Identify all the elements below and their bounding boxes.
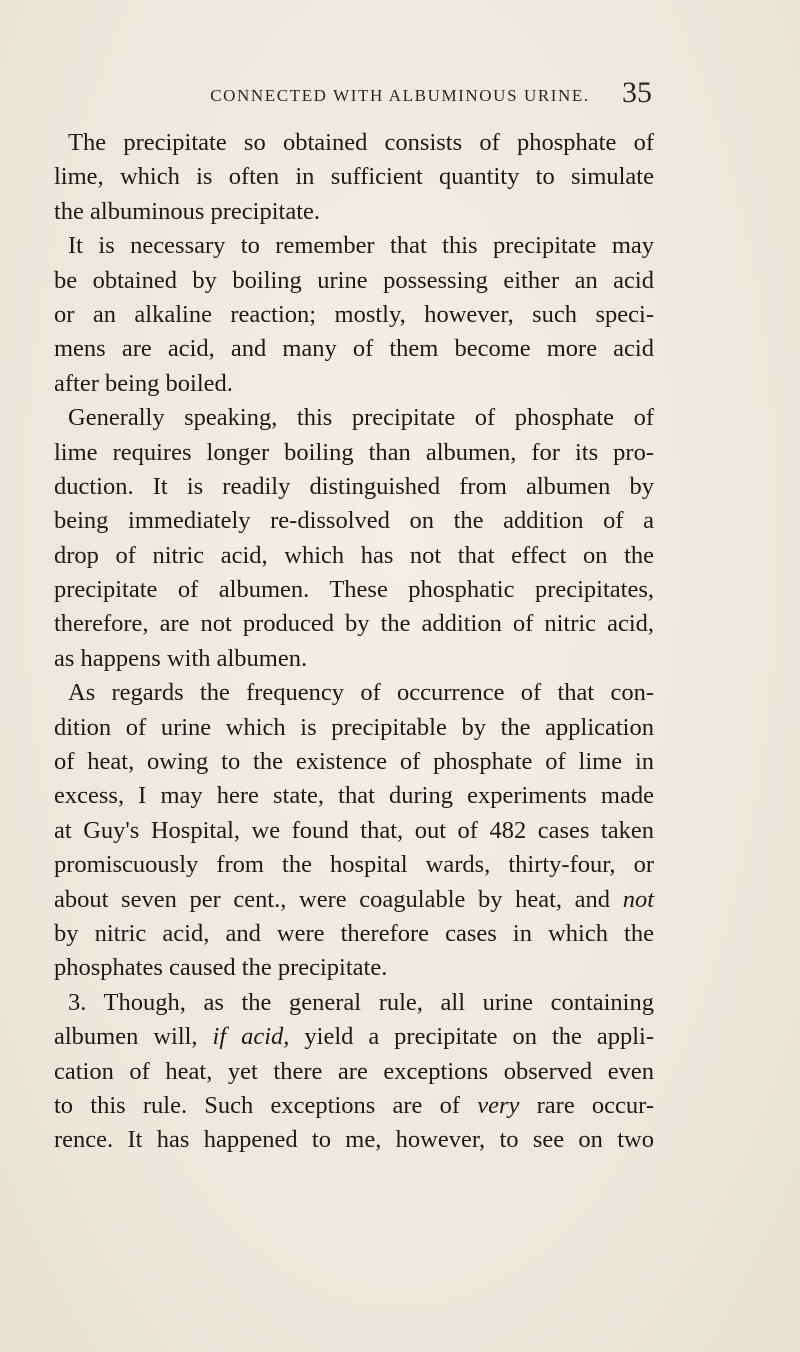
line-text: excess, I may here state, that during experiments made [54, 782, 654, 810]
line-text: mens are acid, and many of them become more acid [54, 335, 654, 363]
line-text: by nitric acid, and were therefore cases in which the [54, 919, 654, 947]
line-text: phosphates caused the precipitate. [54, 954, 388, 982]
line-text: after being boiled. [54, 369, 233, 397]
line-text: to this rule. Such exceptions are of [54, 1091, 461, 1119]
text-line [54, 470, 654, 504]
text-line [54, 642, 654, 676]
text-line [54, 1089, 654, 1123]
text-line [54, 264, 654, 298]
line-text: the albuminous precipitate. [54, 197, 321, 225]
text-line [54, 539, 654, 573]
text-line [54, 332, 654, 366]
text-line [54, 195, 654, 229]
line-text: duction. It is readily distinguished from albumen by [54, 472, 654, 500]
text-line [54, 367, 654, 401]
line-text: of heat, owing to the existence of phosphate of lime in [54, 748, 654, 776]
page-number: 35 [622, 76, 652, 109]
line-text: lime requires longer boiling than albumen, for its pro- [54, 438, 654, 466]
line-text-tail: rare occur- [536, 1091, 654, 1119]
line-text: dition of urine which is precipitable by the application [54, 713, 654, 741]
italic-text: if acid, [212, 1023, 290, 1051]
text-line [54, 917, 654, 951]
text-line [54, 401, 654, 435]
text-line [54, 504, 654, 538]
line-text: albumen will, [54, 1023, 198, 1051]
text-line [54, 298, 654, 332]
text-line [54, 883, 654, 917]
text-line [54, 711, 654, 745]
line-text-tail: yield a precipitate on the appli- [304, 1023, 655, 1051]
line-text: rence. It has happened to me, however, to see on two [54, 1126, 654, 1154]
line-text: as happens with albumen. [54, 644, 308, 672]
line-text: being immediately re-dissolved on the addition of a [54, 507, 654, 535]
italic-text: very [477, 1091, 520, 1119]
text-line [54, 745, 654, 779]
text-line [54, 848, 654, 882]
line-text: Generally speaking, this precipitate of phosphate of [68, 404, 654, 432]
text-line [54, 160, 654, 194]
italic-text: not [622, 885, 654, 913]
line-text: precipitate of albumen. These phosphatic precipitates, [54, 576, 654, 604]
text-line [54, 1123, 654, 1157]
line-text: drop of nitric acid, which has not that effect on the [54, 541, 654, 569]
text-line [54, 676, 654, 710]
body-text [54, 126, 654, 1158]
line-text: at Guy's Hospital, we found that, out of 482 cases taken [54, 816, 654, 844]
text-line [54, 126, 654, 160]
text-line [54, 779, 654, 813]
text-line [54, 986, 654, 1020]
line-text: cation of heat, yet there are exceptions observed even [54, 1057, 654, 1085]
text-line [54, 607, 654, 641]
text-line [54, 1055, 654, 1089]
line-text: be obtained by boiling urine possessing either an acid [54, 266, 654, 294]
text-line [54, 436, 654, 470]
running-head: CONNECTED WITH ALBUMINOUS URINE. [210, 86, 590, 105]
text-line [54, 814, 654, 848]
line-text: about seven per cent., were coagulable by heat, and [54, 885, 611, 913]
text-line [54, 573, 654, 607]
text-line [54, 951, 654, 985]
line-text: It is necessary to remember that this precipitate may [68, 232, 654, 260]
line-text: 3. Though, as the general rule, all urine containing [68, 988, 654, 1016]
text-line [54, 1020, 654, 1054]
line-text: lime, which is often in sufficient quantity to simulate [54, 163, 654, 191]
line-text: therefore, are not produced by the addition of nitric acid, [54, 610, 654, 638]
line-text: promiscuously from the hospital wards, thirty-four, or [54, 851, 654, 879]
line-text: As regards the frequency of occurrence of that con- [68, 679, 654, 707]
line-text: The precipitate so obtained consists of phosphate of [68, 129, 654, 156]
line-text: or an alkaline reaction; mostly, however, such speci- [54, 300, 654, 328]
text-line [54, 229, 654, 263]
